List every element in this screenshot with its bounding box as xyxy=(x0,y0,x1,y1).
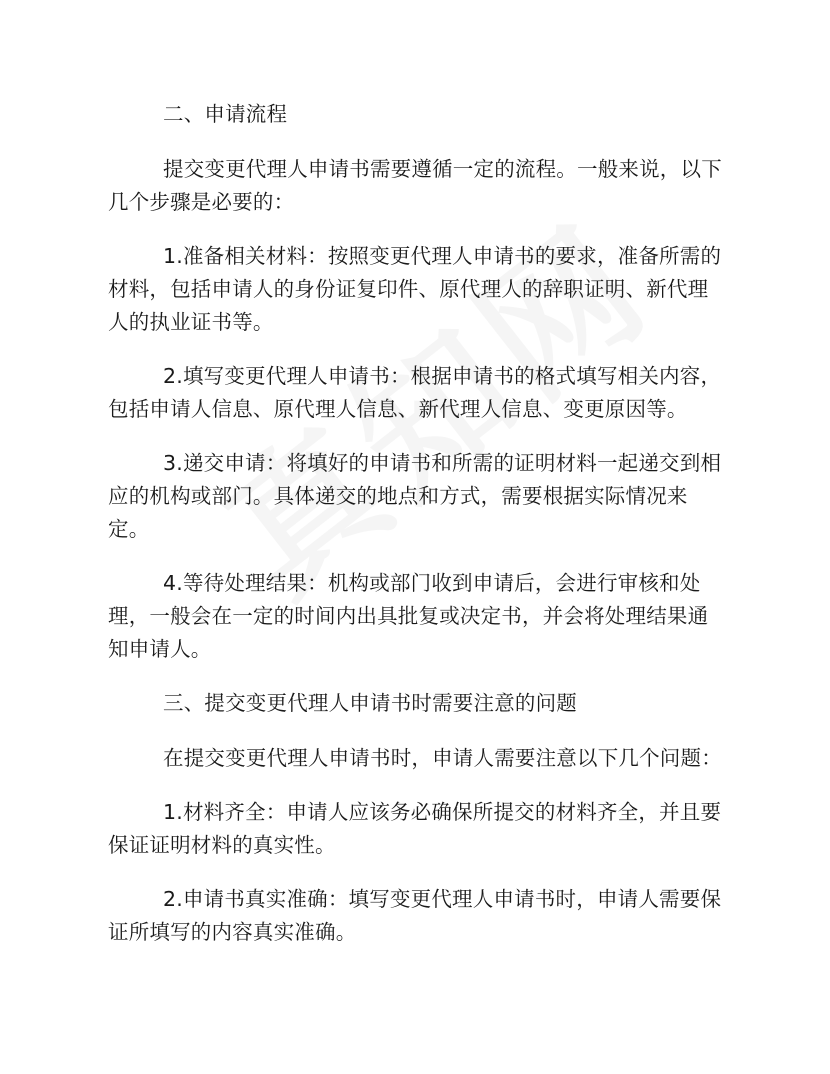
section-heading-notes: 三、提交变更代理人申请书时需要注意的问题 xyxy=(163,691,577,715)
document-body xyxy=(108,98,722,970)
paragraph-note-1: 1.材料齐全：申请人应该务必确保所提交的材料齐全，并且要保证证明材料的真实性。 xyxy=(108,800,722,857)
paragraph-step-2: 2.填写变更代理人申请书：根据申请书的格式填写相关内容，包括申请人信息、原代理人信息、新代理人信息、变更原因等。 xyxy=(108,364,722,421)
paragraph-step-4: 4.等待处理结果：机构或部门收到申请后，会进行审核和处理，一般会在一定的时间内出具批复或决定书，并会将处理结果通知申请人。 xyxy=(108,571,709,661)
paragraph-process-intro: 提交变更代理人申请书需要遵循一定的流程。一般来说，以下几个步骤是必要的： xyxy=(108,157,722,214)
paragraph-step-1: 1.准备相关材料：按照变更代理人申请书的要求，准备所需的材料，包括申请人的身份证复印件、原代理人的辞职证明、新代理人的执业证书等。 xyxy=(108,244,722,334)
paragraph-note-2: 2.申请书真实准确：填写变更代理人申请书时，申请人需要保证所填写的内容真实准确。 xyxy=(108,887,722,944)
paragraph-notes-intro: 在提交变更代理人申请书时，申请人需要注意以下几个问题： xyxy=(163,746,722,770)
paragraph-step-3: 3.递交申请：将填好的申请书和所需的证明材料一起递交到相应的机构或部门。具体递交的地点和方式，需要根据实际情况来定。 xyxy=(108,451,722,541)
section-heading-application-process: 二、申请流程 xyxy=(163,102,288,126)
